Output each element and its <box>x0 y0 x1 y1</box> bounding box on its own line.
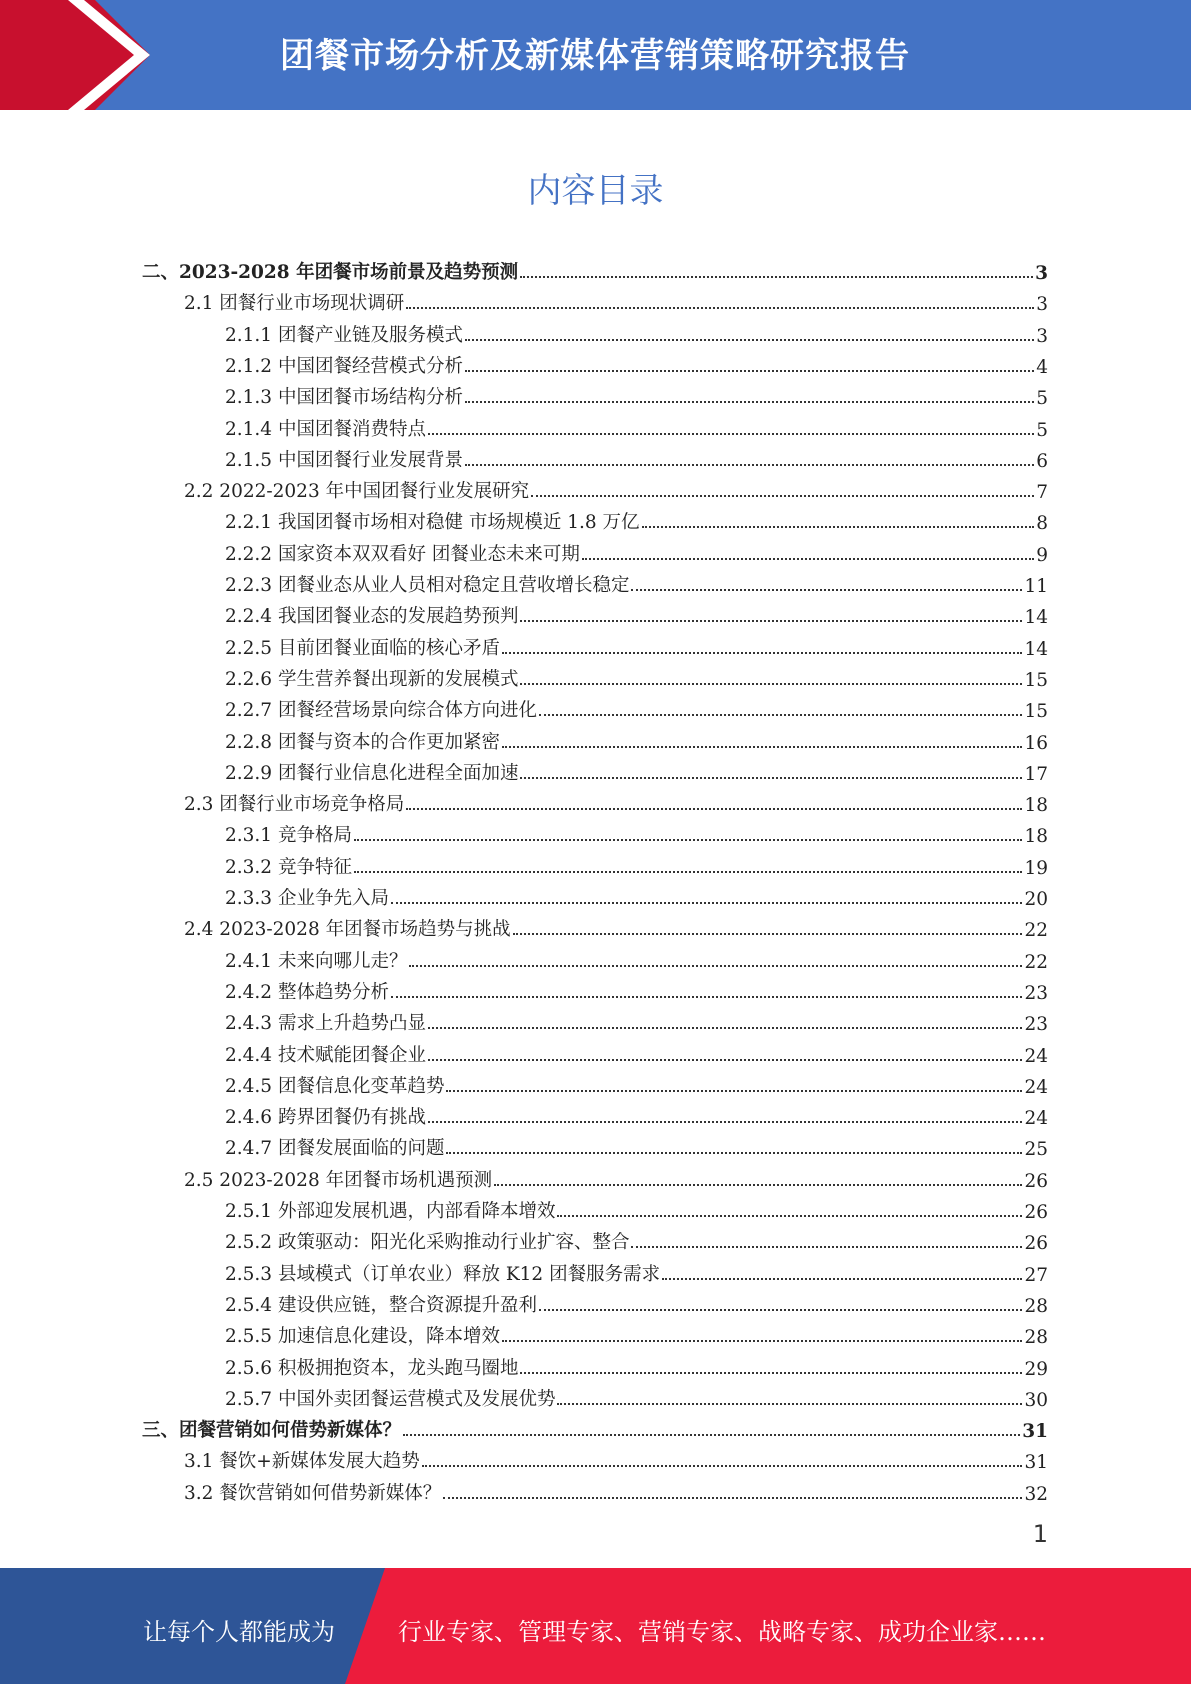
toc-dot-leader <box>354 838 1023 841</box>
toc-entry-page: 19 <box>1024 857 1048 879</box>
toc-entry-label: 2.2.1 我国团餐市场相对稳健 市场规模近 1.8 万亿 <box>225 512 640 534</box>
toc-entry[interactable] <box>225 1350 1048 1380</box>
toc-entry-label: 2.1 团餐行业市场现状调研 <box>184 293 405 315</box>
toc-entry-page: 31 <box>1024 1452 1048 1474</box>
toc-entry-page: 26 <box>1024 1233 1048 1255</box>
toc-entry-label: 2.3 团餐行业市场竞争格局 <box>184 794 405 816</box>
toc-entry[interactable] <box>225 1287 1048 1317</box>
toc-entry-page: 15 <box>1024 701 1048 723</box>
toc-dot-leader <box>422 1464 1023 1467</box>
toc-entry[interactable] <box>225 411 1048 441</box>
toc-dot-leader <box>631 588 1022 591</box>
toc-heading: 内容目录 <box>527 171 664 211</box>
toc-entry-page: 26 <box>1024 1170 1048 1192</box>
toc-dot-leader <box>428 1120 1022 1123</box>
toc-dot-leader <box>582 557 1034 560</box>
toc-dot-leader <box>520 1371 1022 1374</box>
toc-entry-label: 2.3.2 竞争特征 <box>225 856 352 878</box>
toc-dot-leader <box>406 306 1034 309</box>
toc-entry-page: 17 <box>1024 763 1048 785</box>
toc-entry-page: 30 <box>1024 1389 1048 1411</box>
toc-dot-leader <box>403 1433 1020 1436</box>
toc-entry[interactable] <box>225 1005 1048 1035</box>
toc-entry-label: 2.2 2022-2023 年中国团餐行业发展研究 <box>184 481 530 503</box>
toc-dot-leader <box>465 463 1034 466</box>
toc-entry[interactable] <box>184 1443 1048 1473</box>
toc-entry-label: 3.2 餐饮营销如何借势新媒体？ <box>184 1482 442 1504</box>
toc-entry[interactable] <box>225 849 1048 879</box>
toc-entry-page: 25 <box>1024 1139 1048 1161</box>
toc-entry-label: 2.1.2 中国团餐经营模式分析 <box>225 355 463 377</box>
toc-entry[interactable] <box>225 724 1048 754</box>
toc-entry[interactable] <box>225 755 1048 785</box>
toc-entry-label: 2.4.6 跨界团餐仍有挑战 <box>225 1107 426 1129</box>
toc-dot-leader <box>428 432 1034 435</box>
toc-dot-leader <box>531 494 1034 497</box>
toc-entry-page: 22 <box>1024 920 1048 942</box>
toc-entry-page: 9 <box>1036 544 1048 566</box>
toc-dot-leader <box>539 713 1022 716</box>
toc-entry[interactable] <box>225 442 1048 472</box>
toc-entry-label: 2.4 2023-2028 年团餐市场趋势与挑战 <box>184 919 511 941</box>
toc-entry-label: 2.3.1 竞争格局 <box>225 825 352 847</box>
toc-dot-leader <box>513 932 1023 935</box>
toc-entry[interactable] <box>225 567 1048 597</box>
toc-entry[interactable] <box>225 504 1048 534</box>
toc-entry-label: 2.5.3 县域模式（订单农业）释放 K12 团餐服务需求 <box>225 1263 661 1285</box>
toc-entry-label: 2.5.1 外部迎发展机遇，内部看降本增效 <box>225 1201 556 1222</box>
toc-entry-label: 2.2.3 团餐业态从业人员相对稳定且营收增长稳定 <box>225 575 630 596</box>
toc-entry-label: 2.2.2 国家资本双双看好 团餐业态未来可期 <box>225 543 580 565</box>
toc-entry-page: 16 <box>1024 732 1048 754</box>
toc-dot-leader <box>465 338 1034 341</box>
toc-entry-page: 8 <box>1036 513 1048 535</box>
toc-dot-leader <box>465 369 1034 372</box>
toc-entry-label: 2.1.4 中国团餐消费特点 <box>225 418 426 440</box>
toc-dot-leader <box>406 807 1022 810</box>
toc-entry-label: 2.4.1 未来向哪儿走？ <box>225 950 408 972</box>
toc-dot-leader <box>502 745 1022 748</box>
toc-entry-page: 29 <box>1024 1358 1048 1380</box>
toc-entry[interactable] <box>225 1037 1048 1067</box>
toc-entry[interactable] <box>225 1130 1048 1160</box>
toc-entry-label: 2.2.5 目前团餐业面临的核心矛盾 <box>225 637 500 659</box>
toc-entry[interactable] <box>142 254 1048 284</box>
toc-entry-page: 20 <box>1024 889 1048 910</box>
toc-entry[interactable] <box>225 1068 1048 1098</box>
toc-entry-page: 5 <box>1036 388 1048 410</box>
toc-entry-label: 2.2.9 团餐行业信息化进程全面加速 <box>225 762 519 784</box>
toc-dot-leader <box>520 619 1022 622</box>
toc-entry-label: 2.5.7 中国外卖团餐运营模式及发展优势 <box>225 1388 556 1410</box>
toc-dot-leader <box>502 1339 1022 1342</box>
toc-dot-leader <box>502 651 1022 654</box>
toc-entry-label: 2.4.7 团餐发展面临的问题 <box>225 1138 445 1160</box>
toc-entry-label: 2.5.6 积极拥抱资本，龙头跑马圈地 <box>225 1357 519 1379</box>
toc-dot-leader <box>520 275 1033 278</box>
toc-dot-leader <box>446 1089 1022 1092</box>
toc-entry-page: 28 <box>1024 1295 1048 1317</box>
toc-entry[interactable] <box>225 1099 1048 1129</box>
toc-entry[interactable] <box>225 630 1048 660</box>
toc-entry-label: 二、2023-2028 年团餐市场前景及趋势预测 <box>142 262 519 283</box>
toc-entry-label: 2.5 2023-2028 年团餐市场机遇预测 <box>184 1169 493 1191</box>
toc-entry-label: 2.4.3 需求上升趋势凸显 <box>225 1013 426 1035</box>
toc-entry-page: 27 <box>1024 1264 1048 1286</box>
toc-entry-label: 2.4.4 技术赋能团餐企业 <box>225 1044 426 1066</box>
toc-entry-label: 2.2.4 我国团餐业态的发展趋势预判 <box>225 606 519 628</box>
toc-entry-label: 3.1 餐饮+新媒体发展大趋势 <box>184 1451 420 1473</box>
toc-entry-page: 14 <box>1024 607 1048 629</box>
toc-dot-leader <box>391 995 1022 998</box>
toc-entry[interactable] <box>184 786 1048 816</box>
toc-entry[interactable] <box>184 285 1048 315</box>
toc-dot-leader <box>428 1058 1022 1061</box>
toc-entry-page: 23 <box>1024 1014 1048 1036</box>
toc-entry-page: 26 <box>1024 1202 1048 1223</box>
toc-entry[interactable] <box>225 379 1048 409</box>
report-title: 团餐市场分析及新媒体营销策略研究报告 <box>280 36 910 76</box>
toc-entry[interactable] <box>225 1256 1048 1286</box>
toc-entry-label: 2.4.2 整体趋势分析 <box>225 981 389 1003</box>
toc-entry[interactable] <box>184 1162 1048 1192</box>
toc-entry-page: 23 <box>1024 982 1048 1004</box>
toc-dot-leader <box>409 964 1022 967</box>
toc-entry-page: 18 <box>1024 826 1048 848</box>
toc-dot-leader <box>557 1214 1022 1217</box>
toc-entry[interactable] <box>184 1475 1048 1505</box>
toc-entry-label: 2.2.8 团餐与资本的合作更加紧密 <box>225 731 500 753</box>
toc-entry[interactable] <box>225 1318 1048 1348</box>
toc-entry-page: 22 <box>1024 951 1048 973</box>
toc-entry-label: 2.1.5 中国团餐行业发展背景 <box>225 449 463 471</box>
toc-entry-page: 18 <box>1024 795 1048 817</box>
toc-dot-leader <box>520 682 1022 685</box>
toc-dot-leader <box>662 1277 1022 1280</box>
toc-entry-page: 7 <box>1036 482 1048 504</box>
toc-entry-page: 4 <box>1036 356 1048 378</box>
toc-entry-label: 2.1.3 中国团餐市场结构分析 <box>225 387 463 409</box>
toc-entry-page: 3 <box>1035 263 1048 284</box>
toc-entry-page: 14 <box>1024 638 1048 660</box>
toc-entry[interactable] <box>184 473 1048 503</box>
footer-slogan-right: 行业专家、管理专家、营销专家、战略专家、成功企业家…… <box>398 1618 1046 1646</box>
toc-entry[interactable] <box>225 1381 1048 1411</box>
toc-dot-leader <box>446 1151 1022 1154</box>
toc-entry[interactable] <box>225 974 1048 1004</box>
toc-entry[interactable] <box>225 692 1048 722</box>
toc-entry-label: 2.2.6 学生营养餐出现新的发展模式 <box>225 668 519 690</box>
header-banner <box>0 0 1191 110</box>
toc-dot-leader <box>354 870 1023 873</box>
footer-banner <box>0 1568 1191 1684</box>
toc-entry-page: 24 <box>1024 1076 1048 1098</box>
toc-dot-leader <box>539 1308 1022 1311</box>
toc-entry-label: 2.3.3 企业争先入局 <box>225 888 389 909</box>
toc-entry-page: 24 <box>1024 1045 1048 1067</box>
toc-dot-leader <box>631 1245 1022 1248</box>
toc-entry-page: 5 <box>1036 419 1048 441</box>
toc-dot-leader <box>465 400 1034 403</box>
toc-dot-leader <box>494 1183 1022 1186</box>
toc-entry[interactable] <box>184 911 1048 941</box>
toc-entry-page: 32 <box>1024 1483 1048 1505</box>
toc-dot-leader <box>520 776 1022 779</box>
toc-entry[interactable] <box>225 943 1048 973</box>
toc-entry-page: 6 <box>1036 450 1048 472</box>
toc-entry[interactable] <box>225 536 1048 566</box>
toc-entry-label: 2.2.7 团餐经营场景向综合体方向进化 <box>225 700 537 722</box>
toc-entry[interactable] <box>142 1412 1048 1442</box>
toc-entry-page: 3 <box>1036 325 1048 347</box>
toc-dot-leader <box>443 1496 1022 1499</box>
toc-entry[interactable] <box>225 317 1048 347</box>
page-number: 1 <box>1032 1520 1048 1548</box>
toc-dot-leader <box>391 901 1022 904</box>
toc-entry-page: 15 <box>1024 669 1048 691</box>
toc-dot-leader <box>557 1402 1022 1405</box>
toc-entry-label: 2.5.2 政策驱动：阳光化采购推动行业扩容、整合 <box>225 1232 630 1254</box>
toc-entry[interactable] <box>225 1193 1048 1223</box>
toc-entry-page: 11 <box>1024 576 1048 597</box>
toc-dot-leader <box>428 1026 1022 1029</box>
toc-entry-page: 3 <box>1036 294 1048 316</box>
toc-entry-page: 24 <box>1024 1108 1048 1130</box>
toc-entry-label: 2.5.4 建设供应链，整合资源提升盈利 <box>225 1294 537 1316</box>
toc-entry-label: 2.4.5 团餐信息化变革趋势 <box>225 1075 445 1097</box>
toc-entry[interactable] <box>225 598 1048 628</box>
toc-entry[interactable] <box>225 661 1048 691</box>
toc-dot-leader <box>642 525 1035 528</box>
toc-entry[interactable] <box>225 817 1048 847</box>
toc-entry[interactable] <box>225 880 1048 910</box>
toc-entry-label: 三、团餐营销如何借势新媒体？ <box>142 1420 402 1442</box>
toc-entry-page: 31 <box>1022 1421 1048 1443</box>
toc-entry-label: 2.5.5 加速信息化建设，降本增效 <box>225 1326 500 1348</box>
toc-entry-label: 2.1.1 团餐产业链及服务模式 <box>225 324 463 346</box>
toc-entry-page: 28 <box>1024 1327 1048 1349</box>
toc-entry[interactable] <box>225 348 1048 378</box>
footer-slogan-left: 让每个人都能成为 <box>143 1618 335 1646</box>
toc-entry[interactable] <box>225 1224 1048 1254</box>
